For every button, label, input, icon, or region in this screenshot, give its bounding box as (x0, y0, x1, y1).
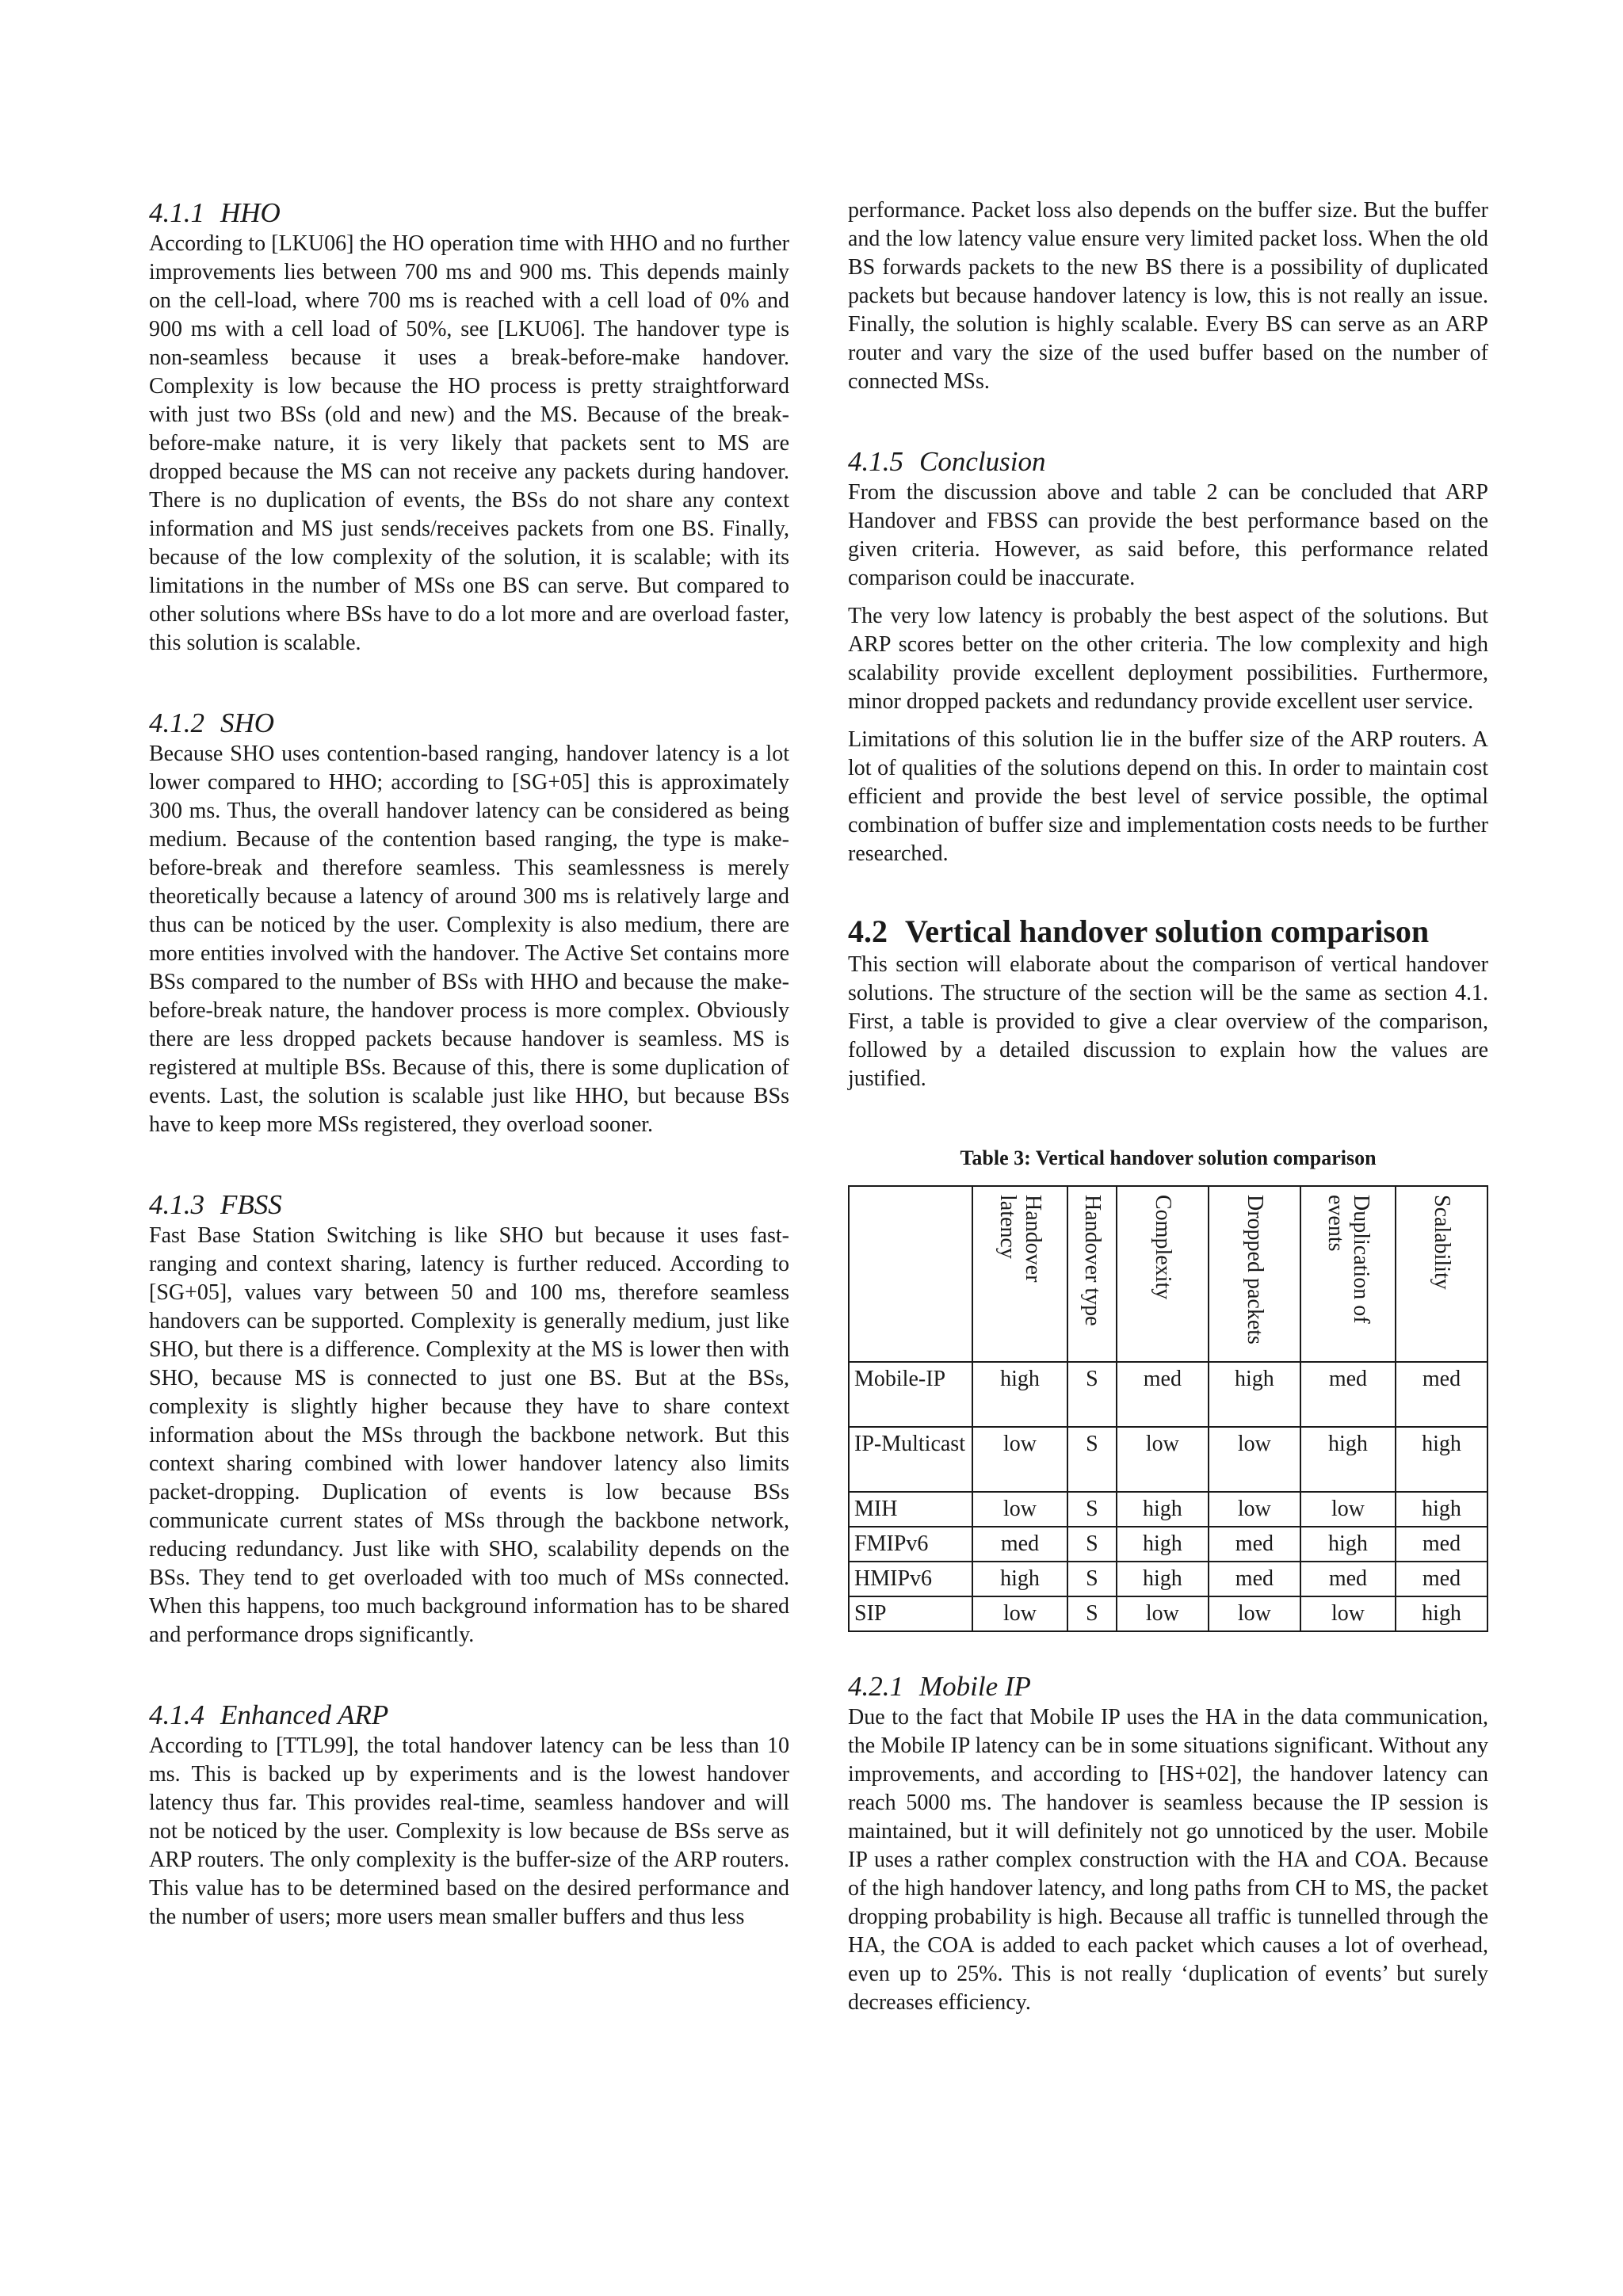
table-cell: med (1396, 1527, 1487, 1562)
table-cell: low (972, 1596, 1067, 1631)
table-cell: S (1067, 1527, 1117, 1562)
table-cell: low (1117, 1427, 1209, 1492)
table-cell: med (1117, 1362, 1209, 1427)
table-row (849, 1362, 1487, 1427)
header-duplication-of-events: Duplication of events (1300, 1186, 1396, 1362)
table-cell: med (1396, 1362, 1487, 1427)
table-row (849, 1427, 1487, 1492)
table-cell: low (1209, 1427, 1300, 1492)
table-cell: high (1117, 1527, 1209, 1562)
table-cell: high (1396, 1596, 1487, 1631)
section-4-1-2-text: Because SHO uses contention-based ranging, handover latency is a lot lower compared to HHO; according to [SG+05] this is approximately 300 ms. Thus, the overall handover latency can be considered as being medium. Because of the contention based ranging, the type is make-before-break and therefore seamless. This seamlessness is merely theoretically because a latency of around 300 ms is relatively large and thus can be noticed by the user. Complexity is also medium, there are more entities involved with the handover. The Active Set contains more BSs compared to the number of BSs with HHO and because the make-before-break nature, the handover process is more complex. Obviously there are less dropped packets because handover is seamless. MS is registered at multiple BSs. Because of this, there is some duplication of events. Last, the solution is scalable just like HHO, but because BSs have to keep more MSs registered, they overload sooner. (149, 742, 789, 1137)
header-handover-type: Handover type (1067, 1186, 1117, 1362)
conclusion-paragraph-2: The very low latency is probably the best aspect of the solutions. But ARP scores better on the other criteria. The low complexity and high scalability provide excellent deployment possibilities. Furthermore, minor dropped packets and redundancy provide excellent user service. (848, 604, 1488, 714)
header-dropped-packets: Dropped packets (1209, 1186, 1300, 1362)
table-cell: med (1396, 1562, 1487, 1596)
table-cell: S (1067, 1362, 1117, 1427)
table-cell: high (1396, 1427, 1487, 1492)
row-label: Mobile-IP (849, 1362, 972, 1427)
table-3-caption: Table 3: Vertical handover solution comparison (960, 1146, 1377, 1169)
section-4-2-1-text: Due to the fact that Mobile IP uses the HA in the data communication, the Mobile IP latency can be in some situations significant. Without any improvements, and according to [HS+02], the handover latency can reach 5000 ms. The handover is seamless because the IP session is maintained, but it will definitely not go unnoticed by the user. Mobile IP uses a rather complex construction with the HA and COA. Because of the high handover latency, and long paths from CH to MS, the packet dropping probability is high. Because all traffic is tunnelled through the HA, the COA is added to each packet which causes a lot of overhead, even up to 25%. This is not really ‘duplication of events’ but surely decreases efficiency. (848, 1705, 1488, 2015)
row-label: SIP (849, 1596, 972, 1631)
section-4-1-3-heading: 4.1.3 FBSS (149, 1189, 282, 1220)
table-cell: med (972, 1527, 1067, 1562)
table-cell: high (1117, 1562, 1209, 1596)
table-cell: S (1067, 1492, 1117, 1527)
table-cell: med (1209, 1562, 1300, 1596)
table-cell: low (972, 1492, 1067, 1527)
table-header-row (849, 1186, 1487, 1362)
section-4-1-4-heading: 4.1.4 Enhanced ARP (149, 1699, 389, 1730)
table-cell: high (972, 1362, 1067, 1427)
row-label: MIH (849, 1492, 972, 1527)
table-cell: med (1209, 1527, 1300, 1562)
header-scalability: Scalability (1396, 1186, 1487, 1362)
table-cell: med (1300, 1362, 1396, 1427)
table-cell: low (1300, 1596, 1396, 1631)
section-4-1-5-heading: 4.1.5 Conclusion (848, 446, 1046, 477)
section-4-2-text: This section will elaborate about the comparison of vertical handover solutions. The structure of the section will be the same as section 4.1. First, a table is provided to give a clear overview of the comparison, followed by a detailed discussion to explain how the values are justified. (848, 952, 1488, 1091)
header-complexity: Complexity (1117, 1186, 1209, 1362)
table-row (849, 1562, 1487, 1596)
table-cell: S (1067, 1562, 1117, 1596)
table-cell: high (1396, 1492, 1487, 1527)
right-column (848, 196, 1488, 2017)
header-handover-latency: Handover latency (972, 1186, 1067, 1362)
table-cell: high (1300, 1527, 1396, 1562)
table-3 (848, 1185, 1488, 1632)
section-4-1-2-heading: 4.1.2 SHO (149, 707, 275, 738)
section-4-1-4-continued-text: performance. Packet loss also depends on the buffer size. But the buffer and the low latency value ensure very limited packet loss. When the old BS forwards packets to the new BS there is a possibility of duplicated packets but because handover latency is low, this is not really an issue. Finally, the solution is highly scalable. Every BS can serve as an ARP router and vary the size of the used buffer based on the number of connected MSs. (848, 198, 1488, 394)
table-cell: high (1300, 1427, 1396, 1492)
section-4-2-heading: 4.2 Vertical handover solution comparison (848, 913, 1430, 949)
table-cell: low (972, 1427, 1067, 1492)
row-label: HMIPv6 (849, 1562, 972, 1596)
section-4-1-4-text: According to [TTL99], the total handover latency can be less than 10 ms. This is backed up by experiments and is the lowest handover latency thus far. This provides real-time, seamless handover and will not be noticed by the user. Complexity is low because de BSs serve as ARP routers. The only complexity is the buffer-size of the ARP routers. This value has to be determined based on the desired performance and the number of users; more users mean smaller buffers and thus less (149, 1733, 789, 1929)
table-corner-cell (849, 1186, 972, 1362)
row-label: FMIPv6 (849, 1527, 972, 1562)
section-4-1-1-text: According to [LKU06] the HO operation time with HHO and no further improvements lies between 700 ms and 900 ms. This depends mainly on the cell-load, where 700 ms is reached with a cell load of 0% and 900 ms with a cell load of 50%, see [LKU06]. The handover type is non-seamless because it uses a break-before-make handover. Complexity is low because the HO process is pretty straightforward with just two BSs (old and new) and the MS. Because of the break-before-make nature, it is very likely that packets sent to MS are dropped because the MS can not receive any packets during handover. There is no duplication of events, the BSs do not share any context information and MS just sends/receives packets from one BS. Finally, because of the low complexity of the solution, it is scalable; with its limitations in the number of MSs one BS can serve. But compared to other solutions where BSs have to do a lot more and are overload faster, this solution is scalable. (149, 231, 789, 655)
conclusion-paragraph-1: From the discussion above and table 2 can be concluded that ARP Handover and FBSS can provide the best performance based on the given criteria. However, as said before, this performance related comparison could be inaccurate. (848, 480, 1488, 590)
table-cell: high (1209, 1362, 1300, 1427)
table-cell: S (1067, 1427, 1117, 1492)
section-4-1-1-heading: 4.1.1 HHO (149, 197, 281, 228)
table-cell: low (1209, 1492, 1300, 1527)
left-column (149, 196, 789, 1932)
table-cell: med (1300, 1562, 1396, 1596)
table-row (849, 1596, 1487, 1631)
conclusion-paragraph-3: Limitations of this solution lie in the buffer size of the ARP routers. A lot of qualities of the solutions depend on this. In order to maintain cost efficient and provide the best level of service possible, the optimal combination of buffer size and implementation costs needs to be further researched. (848, 727, 1488, 866)
section-4-2-1-heading: 4.2.1 Mobile IP (848, 1671, 1031, 1702)
table-cell: low (1300, 1492, 1396, 1527)
table-cell: high (972, 1562, 1067, 1596)
table-row (849, 1527, 1487, 1562)
table-cell: high (1117, 1492, 1209, 1527)
section-4-1-3-text: Fast Base Station Switching is like SHO but because it uses fast-ranging and context sharing, latency is further reduced. According to [SG+05], values vary between 50 and 100 ms, therefore seamless handovers can be supported. Complexity is generally medium, just like SHO, but there is a difference. Complexity at the MS is lower then with SHO, because MS is connected to just one BS. But at the BSs, complexity is slightly higher because they have to share context information about the MSs through the backbone network. But this context sharing combined with lower handover latency also limits packet-dropping. Duplication of events is low because BSs communicate current states of MSs through the backbone network, reducing redundancy. Just like with SHO, scalability depends on the BSs. They tend to get overloaded with too much of MSs connected. When this happens, too much background information has to be shared and performance drops significantly. (149, 1223, 789, 1647)
table-cell: S (1067, 1596, 1117, 1631)
row-label: IP-Multicast (849, 1427, 972, 1492)
table-row (849, 1492, 1487, 1527)
table-cell: low (1117, 1596, 1209, 1631)
table-cell: low (1209, 1596, 1300, 1631)
